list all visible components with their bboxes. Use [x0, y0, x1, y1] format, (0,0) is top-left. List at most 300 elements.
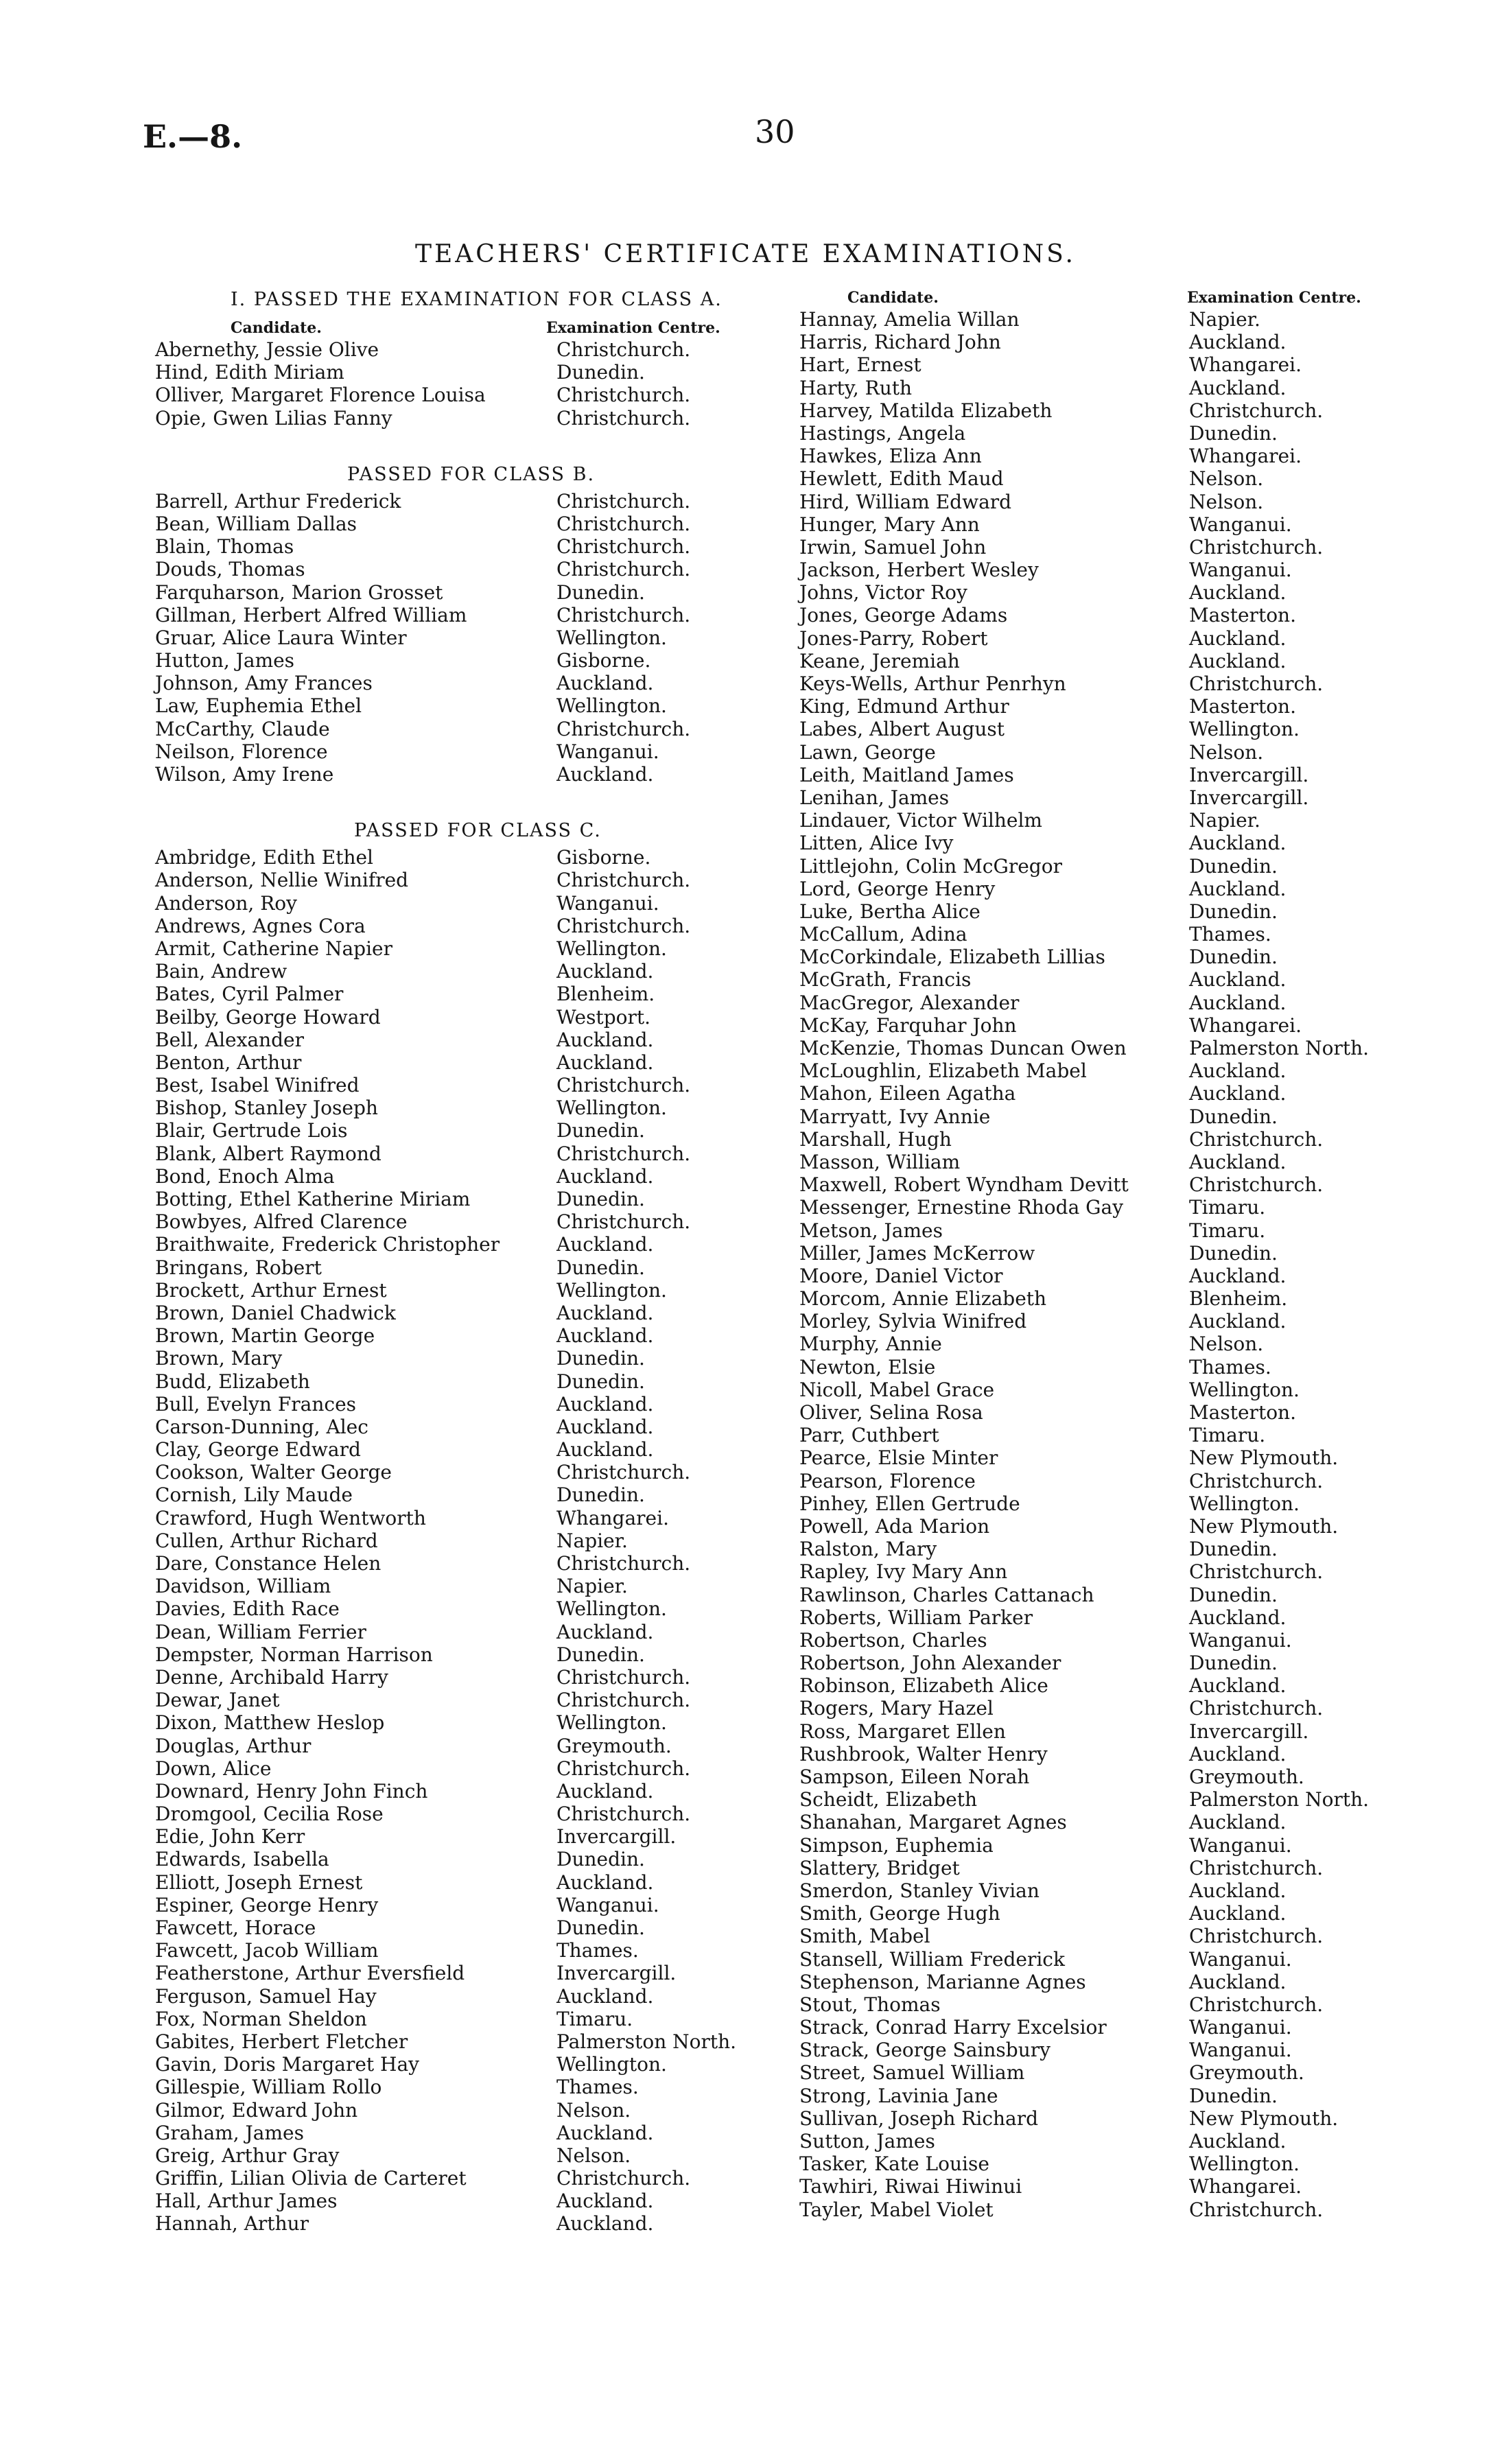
examination-centre: Auckland. [556, 1028, 654, 1051]
candidate-name: Gilmor, Edward John [155, 2098, 358, 2122]
list-item [155, 2167, 773, 2190]
candidate-name: Edwards, Isabella [155, 1848, 329, 1871]
candidate-name: Opie, Gwen Lilias Fanny [155, 406, 392, 430]
examination-centre: Gisborne. [556, 649, 651, 672]
candidate-name: Hannah, Arthur [155, 2212, 309, 2236]
candidate-name: Sampson, Eileen Norah [799, 1765, 1030, 1788]
candidate-name: McKenzie, Thomas Duncan Owen [799, 1037, 1127, 1059]
examination-centre: Napier. [1189, 809, 1260, 832]
centre-column-header: Examination Centre. [546, 319, 720, 337]
list-item [155, 1165, 773, 1188]
list-item [155, 1461, 773, 1483]
candidate-name: Hewlett, Edith Maud [799, 467, 1004, 491]
examination-centre: Wanganui. [556, 891, 659, 915]
list-item [155, 1029, 773, 1051]
examination-centre: Auckland. [1189, 376, 1287, 399]
examination-centre: Thames. [1189, 923, 1271, 946]
examination-centre: Whangarei. [1189, 445, 1302, 468]
list-item [155, 846, 773, 869]
examination-centre: Auckland. [1189, 1902, 1287, 1925]
list-item [799, 1470, 1403, 1492]
examination-centre: Auckland. [1189, 1970, 1287, 1993]
list-item [155, 672, 773, 694]
candidate-name: Brown, Daniel Chadwick [155, 1301, 396, 1324]
list-item [799, 1424, 1403, 1446]
examination-centre: Invercargill. [1189, 763, 1309, 786]
list-item [799, 992, 1403, 1014]
list-item [799, 1652, 1403, 1674]
list-item [155, 740, 773, 763]
list-item [799, 923, 1403, 946]
examination-centre: Christchurch. [556, 717, 691, 740]
candidate-name: Robertson, John Alexander [799, 1652, 1061, 1675]
list-item [155, 604, 773, 626]
candidate-name: Cornish, Lily Maude [155, 1483, 353, 1507]
examination-centre: Dunedin. [556, 361, 645, 384]
examination-centre: Christchurch. [556, 1210, 691, 1234]
candidate-name: Hall, Arthur James [155, 2190, 338, 2213]
candidate-name: Griffin, Lilian Olivia de Carteret [155, 2167, 467, 2190]
candidate-column-header: Candidate. [847, 289, 939, 307]
candidate-name: Blain, Thomas [155, 535, 294, 559]
list-item [799, 1378, 1403, 1401]
examination-centre: Christchurch. [556, 558, 691, 581]
list-item [799, 1857, 1403, 1879]
examination-centre: Greymouth. [1189, 1765, 1304, 1788]
candidate-name: Bell, Alexander [155, 1028, 304, 1051]
candidate-name: Jones-Parry, Robert [799, 626, 988, 650]
list-item [799, 1287, 1403, 1310]
candidate-name: Cullen, Arthur Richard [155, 1529, 378, 1552]
candidate-name: Armit, Catherine Napier [155, 937, 393, 960]
candidate-name: Beilby, George Howard [155, 1005, 381, 1029]
list-item [799, 878, 1403, 900]
examination-centre: Thames. [556, 2076, 639, 2099]
examination-centre: Napier. [1189, 308, 1260, 331]
candidate-name: Dewar, Janet [155, 1689, 280, 1712]
list-item [155, 1825, 773, 1848]
candidate-name: Lenihan, James [799, 786, 950, 809]
list-item [799, 1743, 1403, 1765]
list-item [799, 1879, 1403, 1902]
list-item [155, 1575, 773, 1597]
list-item [799, 718, 1403, 740]
candidate-name: McCorkindale, Elizabeth Lillias [799, 946, 1105, 969]
examination-centre: Christchurch. [556, 2167, 691, 2190]
candidate-name: Gavin, Doris Margaret Hay [155, 2053, 419, 2076]
candidate-name: Down, Alice [155, 1757, 272, 1780]
examination-centre: Nelson. [1189, 740, 1264, 764]
examination-centre: Wellington. [556, 1597, 667, 1621]
candidate-name: Dare, Constance Helen [155, 1552, 381, 1575]
examination-centre: Masterton. [1189, 1401, 1296, 1424]
examination-centre: Christchurch. [556, 406, 691, 430]
list-item [799, 331, 1403, 353]
candidate-name: Greig, Arthur Gray [155, 2144, 340, 2167]
list-item [799, 1105, 1403, 1128]
candidate-name: Sullivan, Joseph Richard [799, 2107, 1039, 2130]
examination-centre: Napier. [556, 1529, 628, 1552]
class-c-continued-list [799, 308, 1403, 2221]
candidate-name: Budd, Elizabeth [155, 1370, 310, 1393]
list-item [155, 1643, 773, 1666]
examination-centre: Wellington. [556, 937, 667, 960]
examination-centre: Nelson. [556, 2144, 631, 2167]
list-item [799, 809, 1403, 832]
list-item [799, 353, 1403, 376]
examination-centre: Dunedin. [1189, 1105, 1278, 1128]
candidate-name: Brown, Martin George [155, 1324, 375, 1348]
examination-centre: Auckland. [556, 960, 654, 983]
examination-centre: Wanganui. [1189, 1628, 1292, 1652]
list-item [799, 1173, 1403, 1196]
candidate-name: Barrell, Arthur Frederick [155, 489, 401, 513]
examination-centre: Auckland. [556, 763, 654, 786]
examination-centre: Palmerston North. [1189, 1037, 1370, 1059]
list-item [155, 338, 773, 361]
list-item [155, 1142, 773, 1165]
examination-centre: Dunedin. [1189, 900, 1278, 923]
candidate-name: Leith, Maitland James [799, 763, 1014, 786]
list-item [799, 2130, 1403, 2152]
candidate-name: Ambridge, Edith Ethel [155, 846, 374, 869]
examination-centre: Christchurch. [1189, 1697, 1324, 1720]
class-a-list [155, 338, 773, 430]
list-item [799, 1037, 1403, 1059]
candidate-name: Simpson, Euphemia [799, 1833, 994, 1857]
candidate-name: Scheidt, Elizabeth [799, 1788, 977, 1811]
candidate-name: Miller, James McKerrow [799, 1241, 1035, 1265]
list-item [799, 491, 1403, 513]
list-item [155, 384, 773, 406]
candidate-name: Elliott, Joseph Ernest [155, 1870, 363, 1894]
candidate-name: Tawhiri, Riwai Hiwinui [799, 2175, 1022, 2198]
examination-centre: Auckland. [556, 1620, 654, 1643]
candidate-name: Stansell, William Frederick [799, 1947, 1065, 1971]
candidate-name: Dempster, Norman Harrison [155, 1643, 433, 1666]
candidate-name: Benton, Arthur [155, 1051, 302, 1074]
candidate-name: Mahon, Eileen Agatha [799, 1082, 1016, 1105]
examination-centre: Invercargill. [1189, 786, 1309, 809]
candidate-name: Hird, William Edward [799, 490, 1012, 513]
list-item [799, 1242, 1403, 1265]
examination-centre: Christchurch. [556, 1552, 691, 1575]
page-reference: E.—8. [143, 118, 243, 155]
examination-centre: Dunedin. [1189, 946, 1278, 969]
candidate-name: Rawlinson, Charles Cattanach [799, 1583, 1094, 1606]
list-item [155, 2212, 773, 2235]
list-item [799, 1082, 1403, 1105]
examination-centre: Dunedin. [556, 1643, 645, 1666]
candidate-name: Hastings, Angela [799, 421, 966, 445]
list-item [155, 1483, 773, 1506]
list-item [155, 1233, 773, 1256]
list-item [155, 2076, 773, 2098]
examination-centre: Dunedin. [556, 1347, 645, 1370]
candidate-name: Shanahan, Margaret Agnes [799, 1811, 1067, 1834]
list-item [799, 1902, 1403, 1925]
list-item [799, 1492, 1403, 1515]
list-item [799, 1265, 1403, 1287]
examination-centre: Dunedin. [1189, 421, 1278, 445]
examination-centre: Auckland. [1189, 1082, 1287, 1105]
examination-centre: Dunedin. [1189, 854, 1278, 878]
examination-centre: Auckland. [556, 672, 654, 695]
examination-centre: Auckland. [1189, 581, 1287, 605]
left-column [155, 285, 773, 2236]
candidate-name: Nicoll, Mabel Grace [799, 1378, 995, 1401]
candidate-name: Moore, Daniel Victor [799, 1264, 1003, 1287]
list-item [799, 1446, 1403, 1469]
list-item [155, 407, 773, 430]
examination-centre: Westport. [556, 1005, 651, 1029]
candidate-name: Fawcett, Jacob William [155, 1939, 379, 1962]
list-item [155, 1347, 773, 1370]
candidate-column-header: Candidate. [231, 319, 322, 337]
candidate-name: King, Edmund Arthur [799, 695, 1009, 718]
list-item [799, 1925, 1403, 1947]
list-item [799, 1834, 1403, 1857]
list-item [799, 695, 1403, 718]
list-item [799, 2039, 1403, 2061]
list-item [799, 2016, 1403, 2039]
examination-centre: Timaru. [1189, 1219, 1266, 1242]
list-item [155, 869, 773, 891]
examination-centre: Auckland. [1189, 626, 1287, 650]
examination-centre: Greymouth. [556, 1734, 672, 1757]
examination-centre: Whangarei. [1189, 1013, 1302, 1037]
examination-centre: Christchurch. [556, 914, 691, 937]
candidate-name: Bowbyes, Alfred Clarence [155, 1210, 408, 1234]
examination-centre: Dunedin. [1189, 1652, 1278, 1675]
candidate-name: Hart, Ernest [799, 353, 921, 377]
list-item [799, 1948, 1403, 1971]
examination-centre: Wanganui. [1189, 2039, 1292, 2062]
examination-centre: New Plymouth. [1189, 1446, 1339, 1470]
page-number: 30 [755, 113, 795, 150]
examination-centre: Christchurch. [1189, 1856, 1324, 1879]
list-item [155, 1757, 773, 1780]
candidate-name: Ross, Margaret Ellen [799, 1720, 1006, 1743]
examination-centre: New Plymouth. [1189, 2107, 1339, 2130]
class-c-list [155, 846, 773, 2235]
candidate-name: Fawcett, Horace [155, 1916, 316, 1939]
candidate-name: Tayler, Mabel Violet [799, 2198, 994, 2221]
candidate-name: Hutton, James [155, 649, 295, 672]
candidate-name: Anderson, Roy [155, 891, 297, 915]
list-item [155, 1210, 773, 1233]
list-item [799, 627, 1403, 650]
candidate-name: Denne, Archibald Harry [155, 1665, 388, 1689]
examination-centre: Auckland. [1189, 1742, 1287, 1765]
list-item [155, 1689, 773, 1711]
list-item [799, 1014, 1403, 1037]
examination-centre: Nelson. [556, 2098, 631, 2122]
list-item [799, 1151, 1403, 1173]
examination-centre: Christchurch. [556, 1142, 691, 1165]
candidate-name: Masson, William [799, 1150, 961, 1173]
candidate-name: Keys-Wells, Arthur Penrhyn [799, 672, 1066, 695]
examination-centre: Christchurch. [1189, 1993, 1324, 2016]
examination-centre: Auckland. [1189, 1264, 1287, 1287]
examination-centre: Dunedin. [556, 1483, 645, 1507]
list-item [799, 855, 1403, 878]
list-item [799, 2175, 1403, 2198]
list-item [155, 763, 773, 786]
examination-centre: Wellington. [1189, 1378, 1300, 1401]
list-item [799, 1765, 1403, 1788]
column-headers [799, 285, 1403, 308]
candidate-name: Smith, George Hugh [799, 1902, 1000, 1925]
examination-centre: Auckland. [1189, 1059, 1287, 1083]
examination-centre: Christchurch. [556, 603, 691, 626]
candidate-name: Morcom, Annie Elizabeth [799, 1287, 1047, 1311]
examination-centre: Wanganui. [556, 1893, 659, 1916]
examination-centre: Auckland. [556, 1233, 654, 1256]
candidate-name: Johnson, Amy Frances [155, 672, 373, 695]
list-item [155, 1894, 773, 1916]
examination-centre: Auckland. [556, 2121, 654, 2144]
list-item [799, 1674, 1403, 1697]
list-item [799, 604, 1403, 626]
examination-centre: Palmerston North. [556, 2030, 737, 2053]
class-a-heading: I. PASSED THE EXAMINATION FOR CLASS A. [231, 289, 723, 310]
list-item [799, 1971, 1403, 1993]
candidate-name: Espiner, George Henry [155, 1893, 379, 1916]
examination-centre: Christchurch. [556, 535, 691, 559]
examination-centre: Gisborne. [556, 846, 651, 869]
examination-centre: Wanganui. [1189, 2016, 1292, 2039]
candidate-name: Clay, George Edward [155, 1438, 361, 1462]
list-item [799, 1128, 1403, 1151]
list-item [155, 1597, 773, 1620]
list-item [155, 2030, 773, 2053]
list-item [799, 786, 1403, 809]
examination-centre: Dunedin. [556, 1188, 645, 1210]
candidate-name: Rushbrook, Walter Henry [799, 1742, 1048, 1765]
candidate-name: Messenger, Ernestine Rhoda Gay [799, 1196, 1124, 1219]
list-item [155, 1735, 773, 1757]
list-item [155, 2053, 773, 2076]
examination-centre: Auckland. [556, 1324, 654, 1348]
candidate-name: Graham, James [155, 2121, 304, 2144]
examination-centre: Auckland. [1189, 1811, 1287, 1834]
examination-centre: Masterton. [1189, 695, 1296, 718]
candidate-name: Lawn, George [799, 740, 936, 764]
candidate-name: Rapley, Ivy Mary Ann [799, 1560, 1008, 1584]
candidate-name: Ferguson, Samuel Hay [155, 1984, 377, 2008]
list-item [155, 1096, 773, 1119]
examination-centre: Greymouth. [1189, 2061, 1304, 2085]
candidate-name: Hunger, Mary Ann [799, 513, 980, 536]
list-item [155, 1074, 773, 1096]
page-title: TEACHERS' CERTIFICATE EXAMINATIONS. [415, 240, 1076, 268]
examination-centre: Christchurch. [1189, 399, 1324, 422]
list-item [799, 559, 1403, 581]
list-item [155, 1529, 773, 1552]
examination-centre: Dunedin. [556, 1370, 645, 1393]
list-item [155, 1370, 773, 1393]
examination-centre: Auckland. [556, 1870, 654, 1894]
list-item [799, 2061, 1403, 2084]
list-item [799, 672, 1403, 695]
list-item [799, 741, 1403, 764]
examination-centre: Christchurch. [556, 384, 691, 407]
list-item [799, 650, 1403, 672]
candidate-name: Maxwell, Robert Wyndham Devitt [799, 1173, 1129, 1197]
candidate-name: Downard, Henry John Finch [155, 1779, 428, 1803]
list-item [155, 1416, 773, 1438]
examination-centre: Auckland. [1189, 649, 1287, 672]
candidate-name: Metson, James [799, 1219, 943, 1242]
examination-centre: Auckland. [556, 1164, 654, 1188]
list-item [799, 1560, 1403, 1583]
candidate-name: Bond, Enoch Alma [155, 1164, 335, 1188]
candidate-name: Irwin, Samuel John [799, 535, 987, 559]
list-item [155, 558, 773, 580]
class-c-heading: PASSED FOR CLASS C. [354, 820, 602, 842]
list-item [155, 1438, 773, 1461]
candidate-name: Douglas, Arthur [155, 1734, 312, 1757]
list-item [799, 968, 1403, 991]
candidate-name: MacGregor, Alexander [799, 991, 1020, 1014]
list-item [799, 1219, 1403, 1242]
candidate-name: Stephenson, Marianne Agnes [799, 1970, 1086, 1993]
candidate-name: Carson-Dunning, Alec [155, 1415, 368, 1438]
candidate-name: Douds, Thomas [155, 558, 305, 581]
list-item [155, 1666, 773, 1689]
candidate-name: Gillman, Herbert Alfred William [155, 603, 467, 626]
examination-centre: Invercargill. [556, 1962, 677, 1985]
candidate-name: Botting, Ethel Katherine Miriam [155, 1188, 471, 1210]
examination-centre: New Plymouth. [1189, 1514, 1339, 1538]
examination-centre: Christchurch. [1189, 1560, 1324, 1584]
list-item [799, 445, 1403, 467]
list-item [155, 1552, 773, 1575]
candidate-name: Oliver, Selina Rosa [799, 1401, 983, 1424]
list-item [155, 2008, 773, 2030]
candidate-name: Pinhey, Ellen Gertrude [799, 1492, 1020, 1515]
candidate-name: Brown, Mary [155, 1347, 283, 1370]
candidate-name: Brockett, Arthur Ernest [155, 1278, 387, 1302]
candidate-name: Abernethy, Jessie Olive [155, 338, 379, 361]
right-column [799, 285, 1403, 2221]
list-item [799, 1059, 1403, 1082]
examination-centre: Napier. [556, 1575, 628, 1598]
candidate-name: Smerdon, Stanley Vivian [799, 1879, 1040, 1902]
list-item [155, 1507, 773, 1529]
list-item [155, 361, 773, 384]
examination-centre: Wellington. [556, 2053, 667, 2076]
candidate-name: McGrath, Francis [799, 968, 972, 992]
examination-centre: Christchurch. [556, 1803, 691, 1826]
list-item [799, 2198, 1403, 2221]
examination-centre: Auckland. [1189, 331, 1287, 354]
list-item [799, 581, 1403, 604]
list-item [155, 960, 773, 983]
class-b-heading: PASSED FOR CLASS B. [347, 463, 596, 485]
list-item [799, 467, 1403, 490]
examination-centre: Wellington. [556, 1711, 667, 1735]
examination-centre: Christchurch. [1189, 535, 1324, 559]
column-headers [155, 315, 773, 338]
candidate-name: Bull, Evelyn Frances [155, 1392, 357, 1416]
list-item [799, 832, 1403, 854]
candidate-name: Labes, Albert August [799, 718, 1005, 741]
candidate-name: Bain, Andrew [155, 960, 287, 983]
examination-centre: Auckland. [1189, 1606, 1287, 1629]
examination-centre: Auckland. [556, 1438, 654, 1462]
